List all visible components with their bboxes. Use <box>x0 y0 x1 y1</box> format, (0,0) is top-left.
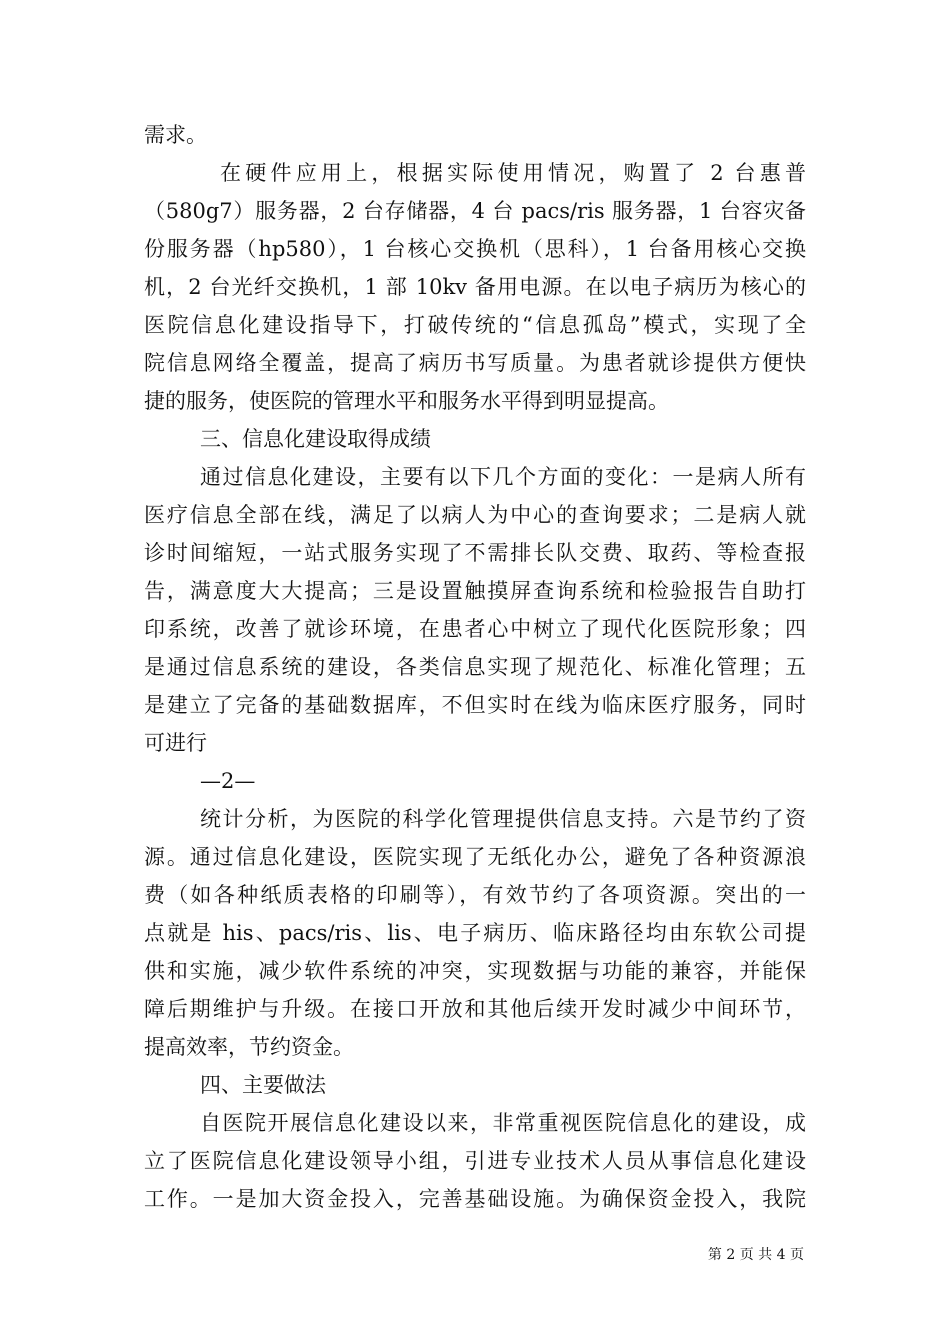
text-line: 自医院开展信息化建设以来，非常重视医院信息化的建设，成 <box>200 1111 806 1135</box>
text-line: 院信息网络全覆盖，提高了病历书写质量。为患者就诊提供方便快 <box>144 351 806 375</box>
body-text <box>144 116 806 1218</box>
text-line: 诊时间缩短，一站式服务实现了不需排长队交费、取药、等检查报 <box>144 541 806 565</box>
text-line: 机，2 台光纤交换机，1 部 10kv 备用电源。在以电子病历为核心的 <box>144 275 806 299</box>
text-line: 统计分析，为医院的科学化管理提供信息支持。六是节约了资 <box>200 807 806 831</box>
text-line: （580g7）服务器，2 台存储器，4 台 pacs/ris 服务器，1 台容灾备 <box>144 199 806 223</box>
text-line: 是建立了完备的基础数据库，不但实时在线为临床医疗服务，同时 <box>144 693 806 717</box>
section-heading: 四、主要做法 <box>200 1073 326 1097</box>
text-line: 工作。一是加大资金投入，完善基础设施。为确保资金投入，我院 <box>144 1187 806 1211</box>
page-footer: 第 2 页 共 4 页 <box>707 1247 804 1263</box>
section-heading: 三、信息化建设取得成绩 <box>200 427 431 451</box>
text-line: 障后期维护与升级。在接口开放和其他后续开发时减少中间环节， <box>144 997 806 1021</box>
text-line: 提高效率，节约资金。 <box>144 1035 354 1059</box>
text-line: 捷的服务，使医院的管理水平和服务水平得到明显提高。 <box>144 389 669 413</box>
text-line: 点就是 his、pacs/ris、lis、电子病历、临床路径均由东软公司提 <box>144 921 806 945</box>
text-line: 告，满意度大大提高；三是设置触摸屏查询系统和检验报告自助打 <box>144 579 806 603</box>
text-line: 供和实施，减少软件系统的冲突，实现数据与功能的兼容，并能保 <box>144 959 806 983</box>
text-line: 费（如各种纸质表格的印刷等），有效节约了各项资源。突出的一 <box>144 883 806 907</box>
text-line: 份服务器（hp580），1 台核心交换机（思科），1 台备用核心交换 <box>144 237 806 261</box>
text-line: 源。通过信息化建设，医院实现了无纸化办公，避免了各种资源浪 <box>144 845 806 869</box>
text-line: 立了医院信息化建设领导小组，引进专业技术人员从事信息化建设 <box>144 1149 806 1173</box>
text-line: 医院信息化建设指导下，打破传统的“信息孤岛”模式，实现了全 <box>144 313 806 337</box>
page-marker: —2— <box>200 769 256 793</box>
text-line: 在硬件应用上，根据实际使用情况，购置了 2 台惠普 <box>220 161 806 185</box>
text-line: 印系统，改善了就诊环境，在患者心中树立了现代化医院形象；四 <box>144 617 806 641</box>
text-line: 通过信息化建设，主要有以下几个方面的变化：一是病人所有 <box>200 465 806 489</box>
text-line: 是通过信息系统的建设，各类信息实现了规范化、标准化管理；五 <box>144 655 806 679</box>
text-line: 可进行 <box>144 731 207 755</box>
text-line: 医疗信息全部在线，满足了以病人为中心的查询要求；二是病人就 <box>144 503 806 527</box>
text-line: 需求。 <box>144 123 207 147</box>
